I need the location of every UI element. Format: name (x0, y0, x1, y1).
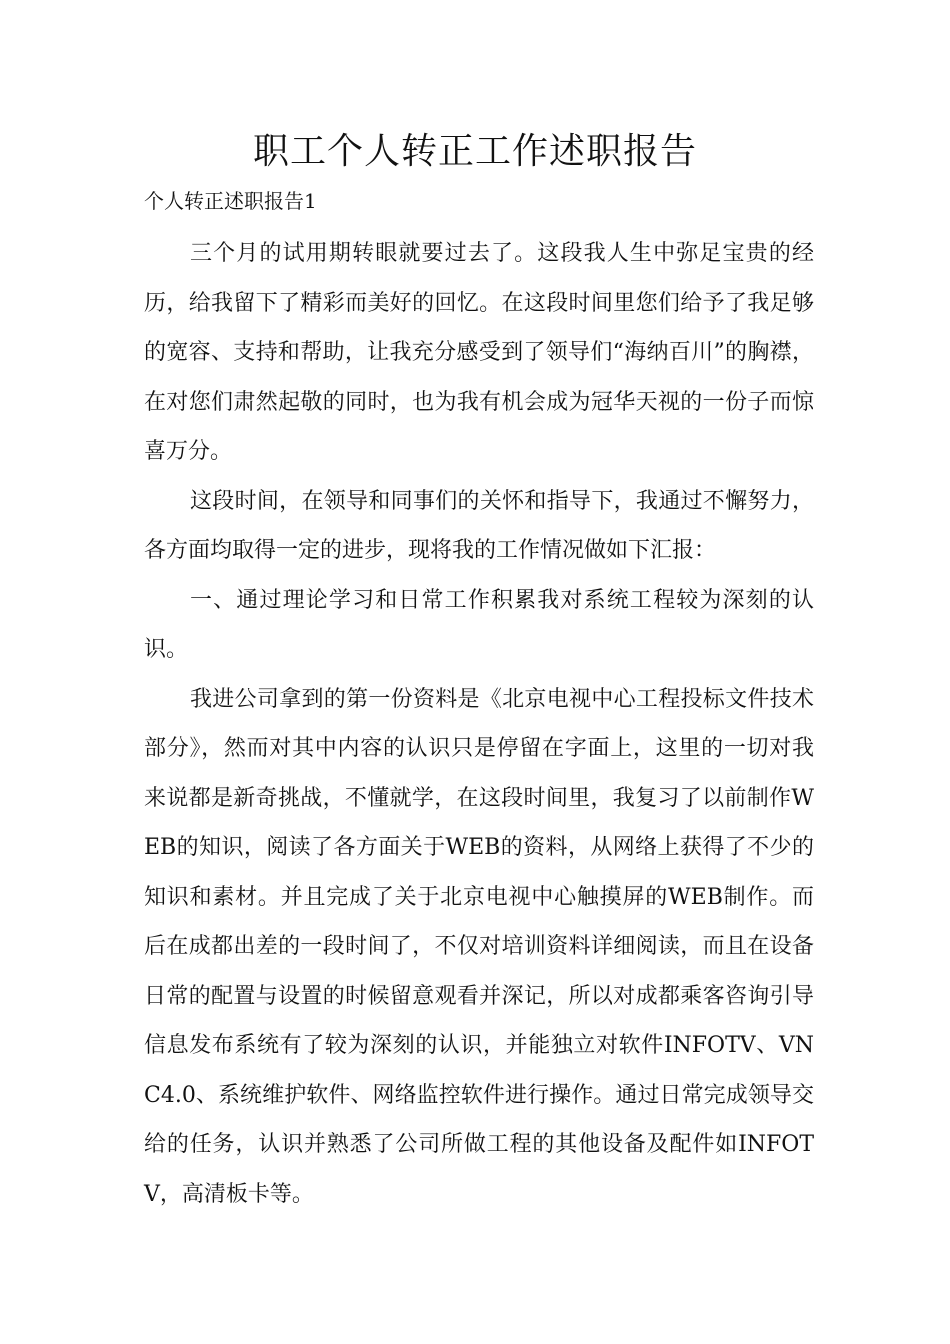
paragraph-summary: 这段时间，在领导和同事们的关怀和指导下，我通过不懈努力，各方面均取得一定的进步，现将我的工作情况做如下汇报： (144, 488, 814, 563)
document-title: 职工个人转正工作述职报告 (252, 131, 697, 172)
paragraph-work-details: 我进公司拿到的第一份资料是《北京电视中心工程投标文件技术部分》，然而对其中内容的认识只是停留在字面上，这里的一切对我来说都是新奇挑战，不懂就学，在这段时间里，我复习了以前制作WEB的知识，阅读了各方面关于WEB的资料，从网络上获得了不少的知识和素材。并且完成了关于北京电视中心触摸屏的WEB制作。而后在成都出差的一段时间了，不仅对培训资料详细阅读，而且在设备日常的配置与设置的时候留意观看并深记，所以对成都乘客咨询引导信息发布系统有了较为深刻的认识，并能独立对软件INFOTV、VNC4.0、系统维护软件、网络监控软件进行操作。通过日常完成领导交给的任务，认识并熟悉了公司所做工程的其他设备及配件如INFOTV，高清板卡等。 (144, 686, 814, 1207)
section-heading: 个人转正述职报告1 (144, 189, 317, 213)
paragraph-intro: 三个月的试用期转眼就要过去了。这段我人生中弥足宝贵的经历，给我留下了精彩而美好的回忆。在这段时间里您们给予了我足够的宽容、支持和帮助，让我充分感受到了领导们“海纳百川”的胸襟，在对您们肃然起敬的同时，也为我有机会成为冠华天视的一份子而惊喜万分。 (144, 241, 814, 464)
document-body (144, 229, 814, 1219)
paragraph-section-one-heading: 一、通过理论学习和日常工作积累我对系统工程较为深刻的认识。 (144, 587, 814, 662)
